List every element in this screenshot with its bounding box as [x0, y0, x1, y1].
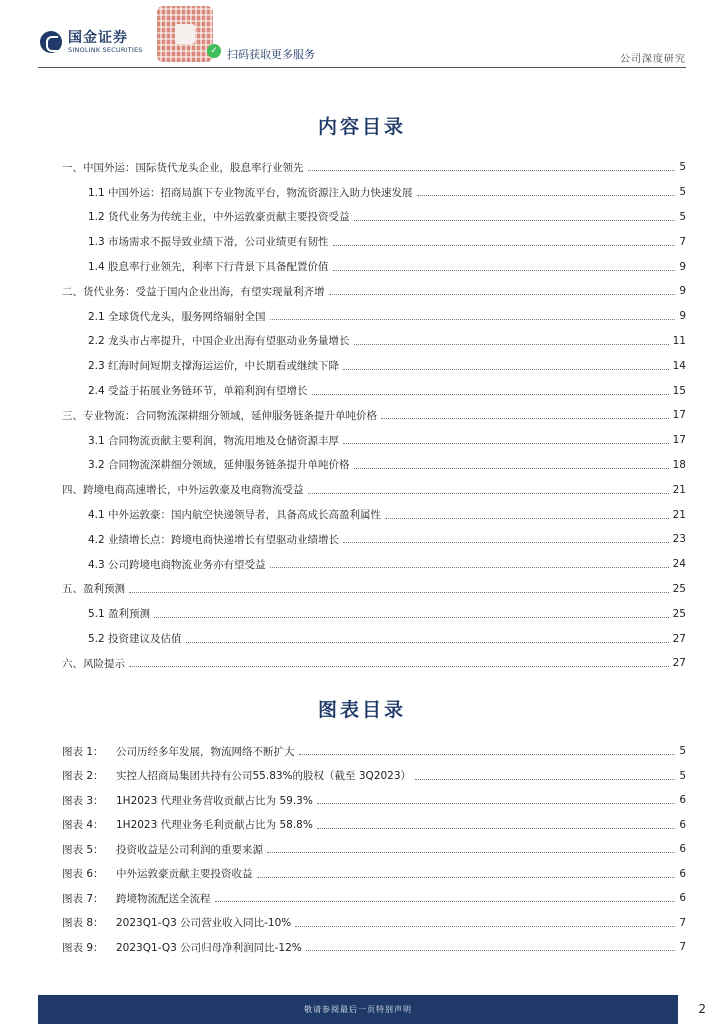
dot-leader [270, 566, 669, 568]
toc-entry[interactable] [62, 552, 686, 577]
figure-entry-text: 2023Q1-Q3 公司归母净利润同比-12% [116, 941, 302, 954]
toc-entry[interactable] [62, 601, 686, 626]
toc-entry[interactable] [62, 502, 686, 527]
toc-entry[interactable] [62, 180, 686, 205]
figure-label: 图表 7： [62, 892, 104, 905]
toc-entry-page: 21 [672, 508, 686, 521]
toc-entry-page: 25 [672, 607, 686, 620]
toc-entry-page: 5 [679, 161, 686, 174]
dot-leader [343, 368, 669, 370]
header-divider [38, 67, 686, 68]
toc-entry-page: 17 [672, 409, 686, 422]
dot-leader [267, 851, 675, 853]
dot-leader [381, 417, 669, 419]
dot-leader [343, 442, 669, 444]
figure-label: 图表 6： [62, 868, 104, 881]
logo-en-text: SINOLINK SECURITIES [68, 46, 143, 54]
disclaimer-note[interactable]: 敬请参阅最后一页特别声明 [304, 1005, 412, 1014]
figure-entry[interactable] [62, 837, 686, 862]
toc-entry-text: 3.1 合同物流贡献主要利润，物流用地及仓储资源丰厚 [88, 434, 340, 447]
dot-leader [186, 641, 669, 643]
toc-entry-page: 27 [672, 657, 686, 670]
toc-entry-page: 5 [679, 210, 686, 223]
toc-entry-text: 1.1 中国外运：招商局旗下专业物流平台，物流资源注入助力快速发展 [88, 186, 413, 199]
figure-entry-text: 中外运敦豪贡献主要投资收益 [116, 868, 253, 881]
toc-list [62, 155, 686, 676]
dot-leader [312, 393, 669, 395]
figure-label: 图表 2： [62, 770, 104, 783]
figure-entry-text: 投资收益是公司利润的重要来源 [116, 843, 263, 856]
qr-code-icon[interactable] [157, 6, 218, 62]
dot-leader [215, 900, 676, 902]
dot-leader [415, 778, 675, 780]
dot-leader [354, 467, 669, 469]
figure-label: 图表 4： [62, 819, 104, 832]
toc-entry-page: 25 [672, 582, 686, 595]
report-type-label: 公司深度研究 [620, 54, 686, 65]
dot-leader [257, 876, 676, 878]
toc-entry-text: 3.2 合同物流深耕细分领域，延伸服务链条提升单吨价格 [88, 459, 350, 472]
dot-leader [306, 949, 676, 951]
logo-cn-text: 国金证券 [68, 30, 128, 46]
figure-label: 图表 9： [62, 941, 104, 954]
dot-leader [354, 219, 676, 221]
qr-caption: 扫码获取更多服务 [227, 48, 315, 61]
figure-label: 图表 8： [62, 917, 104, 930]
figure-entry[interactable] [62, 739, 686, 764]
figure-entry[interactable] [62, 764, 686, 789]
company-logo [40, 30, 143, 54]
toc-entry[interactable] [62, 378, 686, 403]
figure-label: 图表 5： [62, 843, 104, 856]
toc-entry-page: 9 [679, 260, 686, 273]
toc-entry-text: 一、中国外运：国际货代龙头企业，股息率行业领先 [62, 161, 304, 174]
figure-entry[interactable] [62, 886, 686, 911]
figure-entry[interactable] [62, 935, 686, 960]
toc-entry-text: 2.2 龙头市占率提升，中国企业出海有望驱动业务量增长 [88, 335, 350, 348]
logo-mark-icon [40, 31, 62, 53]
figure-entry-page: 6 [679, 892, 686, 905]
toc-entry-text: 4.2 业绩增长点：跨境电商快递增长有望驱动业绩增长 [88, 533, 340, 546]
toc-entry-text: 1.2 货代业务为传统主业，中外运敦豪贡献主要投资受益 [88, 211, 350, 224]
dot-leader [295, 925, 675, 927]
toc-entry-text: 2.1 全球货代龙头，服务网络辐射全国 [88, 310, 266, 323]
toc-entry[interactable] [62, 205, 686, 230]
toc-entry[interactable] [62, 527, 686, 552]
toc-entry-text: 五、盈利预测 [62, 583, 125, 596]
figure-entry[interactable] [62, 788, 686, 813]
dot-leader [329, 293, 676, 295]
toc-entry-page: 15 [672, 384, 686, 397]
dot-leader [417, 194, 676, 196]
dot-leader [308, 492, 669, 494]
figure-entry-page: 5 [679, 769, 686, 782]
toc-entry-text: 4.1 中外运敦豪：国内航空快递领导者，具备高成长高盈利属性 [88, 509, 382, 522]
figures-list [62, 739, 686, 960]
toc-entry-text: 5.1 盈利预测 [88, 608, 151, 621]
figure-entry-text: 跨境物流配送全流程 [116, 892, 211, 905]
figure-entry-page: 5 [679, 745, 686, 758]
dot-leader [343, 541, 669, 543]
figure-entry-page: 6 [679, 867, 686, 880]
figure-entry-page: 6 [679, 818, 686, 831]
toc-entry[interactable] [62, 155, 686, 180]
toc-entry[interactable] [62, 279, 686, 304]
dot-leader [333, 244, 676, 246]
toc-entry-text: 5.2 投资建议及估值 [88, 633, 182, 646]
toc-entry[interactable] [62, 651, 686, 676]
toc-entry-page: 9 [679, 310, 686, 323]
figure-entry-page: 6 [679, 843, 686, 856]
toc-entry-page: 18 [672, 458, 686, 471]
toc-entry-text: 六、风险提示 [62, 657, 125, 670]
figure-entry[interactable] [62, 911, 686, 936]
dot-leader [154, 616, 669, 618]
toc-entry-page: 21 [672, 483, 686, 496]
toc-entry-page: 7 [679, 235, 686, 248]
toc-entry-text: 四、跨境电商高速增长，中外运敦豪及电商物流受益 [62, 484, 304, 497]
toc-entry[interactable] [62, 329, 686, 354]
figures-title: 图表目录 [317, 699, 406, 721]
wechat-badge-icon: ✓ [207, 44, 221, 58]
page-footer [38, 995, 706, 1024]
figure-entry[interactable] [62, 813, 686, 838]
toc-entry[interactable] [62, 477, 686, 502]
toc-entry-text: 4.3 公司跨境电商物流业务亦有望受益 [88, 558, 266, 571]
toc-entry[interactable] [62, 254, 686, 279]
toc-entry[interactable] [62, 577, 686, 602]
toc-entry[interactable] [62, 229, 686, 254]
toc-entry-page: 24 [672, 558, 686, 571]
toc-title: 内容目录 [317, 116, 406, 138]
figure-entry-text: 1H2023 代理业务毛利贡献占比为 58.8% [116, 819, 313, 832]
figure-entry-page: 7 [679, 916, 686, 929]
dot-leader [129, 591, 669, 593]
figure-entry[interactable] [62, 862, 686, 887]
page-number: 2 [698, 1002, 706, 1016]
figure-label: 图表 3： [62, 794, 104, 807]
toc-entry-page: 23 [672, 533, 686, 546]
toc-entry[interactable] [62, 428, 686, 453]
toc-entry-text: 1.3 市场需求不振导致业绩下滑，公司业绩更有韧性 [88, 236, 329, 249]
figure-entry-text: 实控人招商局集团共持有公司55.83%的股权（截至 3Q2023） [116, 770, 412, 783]
dot-leader [333, 269, 676, 271]
dot-leader [270, 318, 676, 320]
figure-entry-page: 7 [679, 941, 686, 954]
dot-leader [299, 753, 676, 755]
dot-leader [354, 343, 669, 345]
toc-entry[interactable] [62, 353, 686, 378]
toc-entry-page: 11 [672, 334, 686, 347]
toc-entry-page: 17 [672, 434, 686, 447]
toc-entry-page: 5 [679, 186, 686, 199]
toc-entry-page: 14 [672, 359, 686, 372]
dot-leader [129, 665, 669, 667]
dot-leader [317, 827, 675, 829]
toc-entry-text: 1.4 股息率行业领先，利率下行背景下具备配置价值 [88, 261, 329, 274]
toc-entry[interactable] [62, 304, 686, 329]
figure-label: 图表 1： [62, 745, 104, 758]
toc-entry-text: 二、货代业务：受益于国内企业出海，有望实现量利齐增 [62, 285, 325, 298]
toc-entry-text: 三、专业物流：合同物流深耕细分领域，延伸服务链条提升单吨价格 [62, 409, 377, 422]
toc-entry[interactable] [62, 403, 686, 428]
figure-entry-text: 1H2023 代理业务营收贡献占比为 59.3% [116, 794, 313, 807]
toc-entry-text: 2.4 受益于拓展业务链环节，单箱利润有望增长 [88, 385, 308, 398]
toc-entry[interactable] [62, 626, 686, 651]
dot-leader [385, 517, 669, 519]
dot-leader [317, 802, 675, 804]
toc-entry-page: 27 [672, 632, 686, 645]
page-header [0, 0, 724, 72]
figure-entry-text: 2023Q1-Q3 公司营业收入同比-10% [116, 917, 292, 930]
toc-entry-text: 2.3 红海时间短期支撑海运运价，中长期看或继续下降 [88, 360, 340, 373]
figure-entry-page: 6 [679, 794, 686, 807]
dot-leader [308, 169, 676, 171]
toc-entry[interactable] [62, 453, 686, 478]
figure-entry-text: 公司历经多年发展，物流网络不断扩大 [116, 745, 295, 758]
toc-entry-page: 9 [679, 285, 686, 298]
